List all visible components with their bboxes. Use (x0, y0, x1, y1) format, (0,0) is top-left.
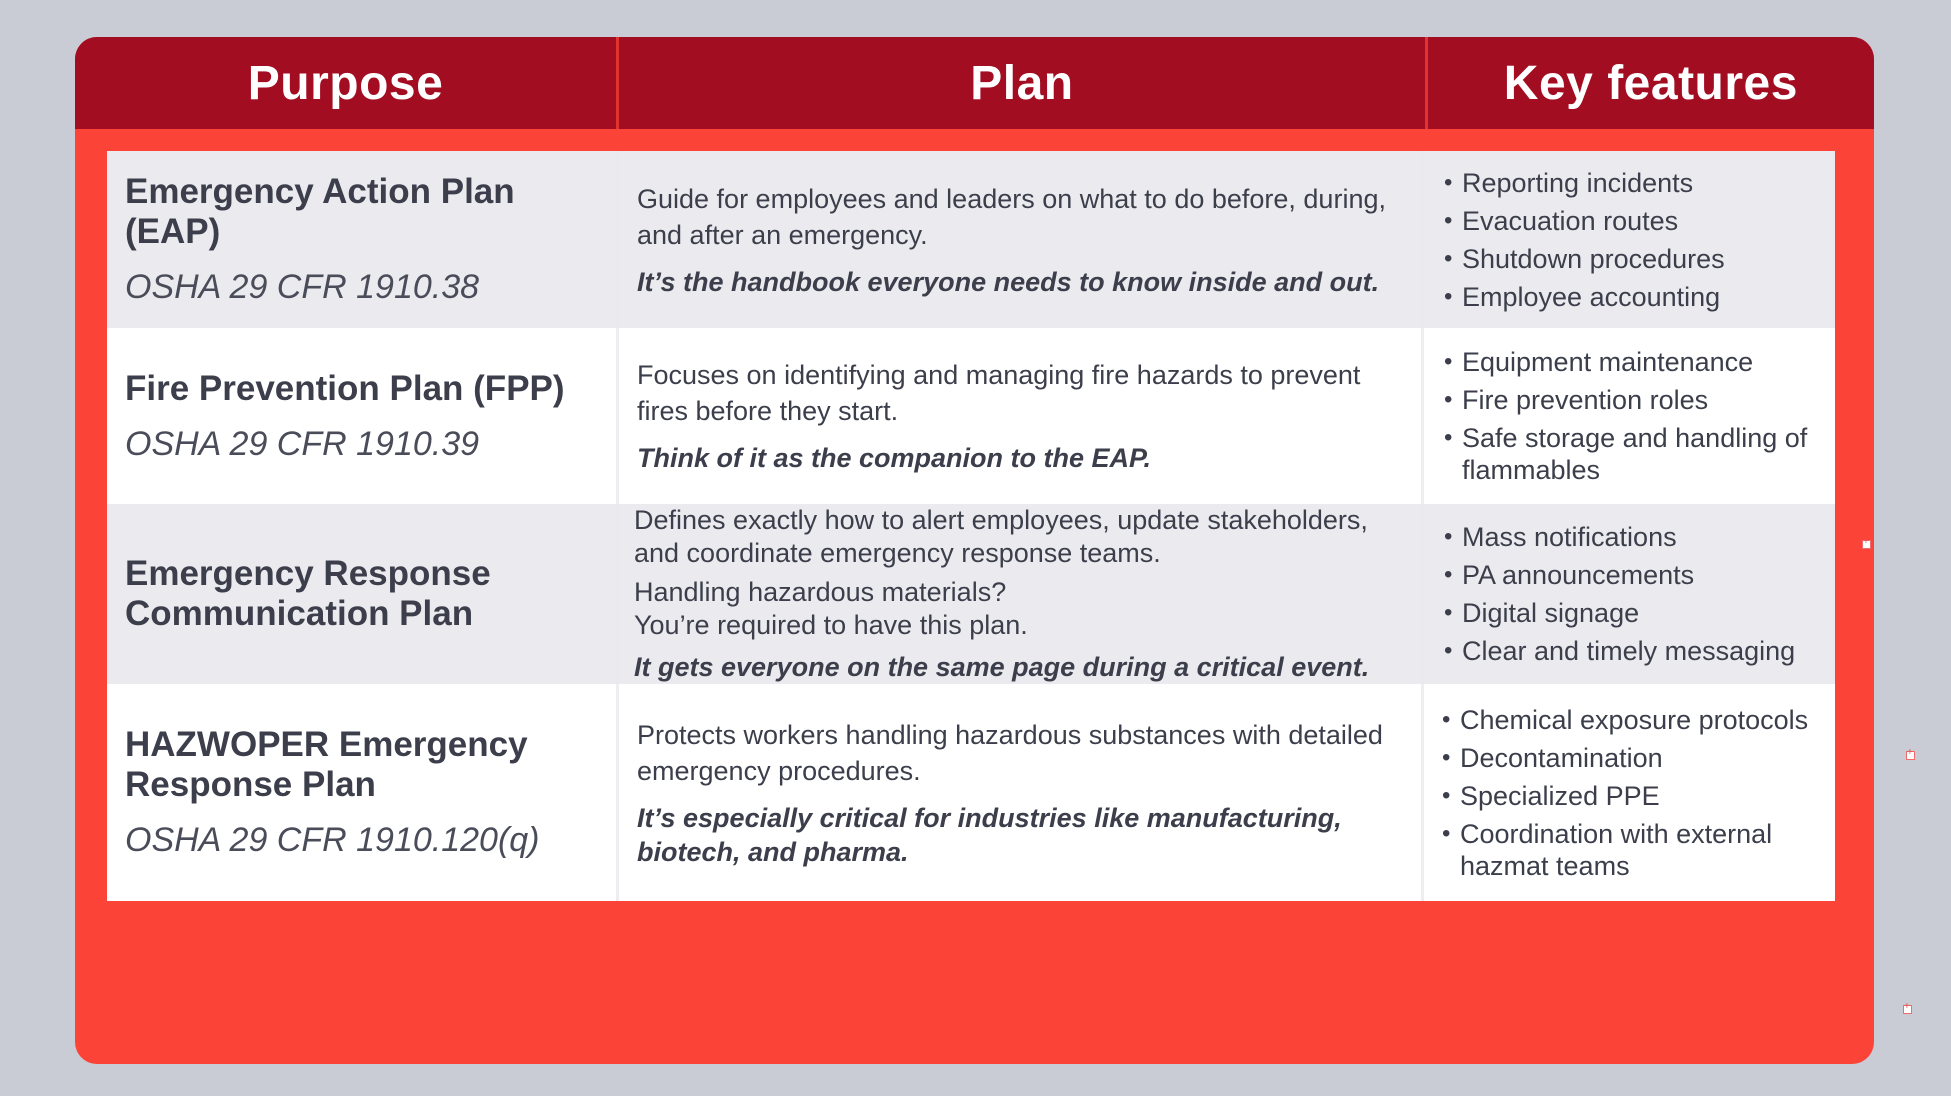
list-item: • Specialized PPE (1442, 780, 1835, 812)
plan-cell (616, 684, 1424, 901)
plan-emphasis: It gets everyone on the same page during a critical event. (634, 652, 1370, 682)
table-header (75, 37, 1874, 129)
list-item: • Employee accounting (1444, 281, 1835, 313)
list-item: • PA announcements (1444, 559, 1835, 591)
plan-description: Protects workers handling hazardous substances with detailed emergency procedures. (637, 719, 1383, 786)
purpose-cell (107, 504, 616, 684)
header-key-features: Key features (1425, 37, 1874, 129)
plan-note-line-1: Handling hazardous materials? (634, 577, 1007, 607)
feature-list (1444, 340, 1835, 492)
feature-list (1442, 698, 1835, 888)
plan-regulation: OSHA 29 CFR 1910.39 (125, 424, 480, 463)
plan-name: Emergency Action Plan (EAP) (125, 172, 515, 251)
table-row (107, 328, 1841, 504)
table-row (107, 151, 1841, 328)
resize-handle-icon[interactable] (1903, 1005, 1912, 1014)
plan-cell (616, 504, 1424, 684)
plan-emphasis: Think of it as the companion to the EAP. (637, 443, 1152, 473)
plans-table (107, 151, 1841, 1032)
features-cell (1424, 328, 1835, 504)
list-item: • Shutdown procedures (1444, 243, 1835, 275)
plan-regulation: OSHA 29 CFR 1910.38 (125, 268, 480, 306)
resize-handle-icon[interactable] (1862, 540, 1871, 549)
table-row (107, 684, 1841, 901)
list-item: • Safe storage and handling of flammables (1444, 422, 1835, 486)
purpose-cell (107, 151, 616, 328)
plan-name: Fire Prevention Plan (FPP) (125, 368, 565, 408)
list-item: • Coordination with external hazmat teams (1442, 818, 1835, 882)
list-item: • Digital signage (1444, 597, 1835, 629)
features-cell (1424, 684, 1835, 901)
list-item: • Decontamination (1442, 742, 1835, 774)
plan-note-line-2: You’re required to have this plan. (634, 610, 1028, 640)
list-item: • Chemical exposure protocols (1442, 704, 1835, 736)
list-item: • Mass notifications (1444, 521, 1835, 553)
plan-description: Focuses on identifying and managing fire hazards to prevent fires before they start. (637, 360, 1361, 426)
features-cell (1424, 151, 1835, 328)
plans-table-frame (75, 37, 1874, 1064)
plan-cell (616, 328, 1424, 504)
table-row (107, 504, 1841, 684)
header-plan: Plan (616, 37, 1425, 129)
plan-emphasis: It’s the handbook everyone needs to know inside and out. (637, 266, 1380, 297)
purpose-cell (107, 328, 616, 504)
feature-list (1444, 161, 1835, 319)
features-cell (1424, 504, 1835, 684)
plan-description: Guide for employees and leaders on what to do before, during, and after an emergency. (637, 183, 1386, 250)
plan-name: HAZWOPER Emergency Response Plan (125, 725, 528, 804)
plan-description: Defines exactly how to alert employees, update stakeholders, and coordinate emergency response teams. (634, 505, 1368, 568)
resize-handle-icon[interactable] (1906, 751, 1915, 760)
plan-name: Emergency Response Communication Plan (125, 554, 491, 633)
plan-cell (616, 151, 1424, 328)
list-item: • Reporting incidents (1444, 167, 1835, 199)
plan-regulation: OSHA 29 CFR 1910.120(q) (125, 821, 540, 859)
list-item: • Fire prevention roles (1444, 384, 1835, 416)
list-item: • Evacuation routes (1444, 205, 1835, 237)
plan-emphasis: It’s especially critical for industries like manufacturing, biotech, and pharma. (637, 802, 1342, 867)
list-item: • Clear and timely messaging (1444, 635, 1835, 667)
purpose-cell (107, 684, 616, 901)
list-item: • Equipment maintenance (1444, 346, 1835, 378)
feature-list (1444, 515, 1835, 673)
header-purpose: Purpose (247, 56, 444, 110)
